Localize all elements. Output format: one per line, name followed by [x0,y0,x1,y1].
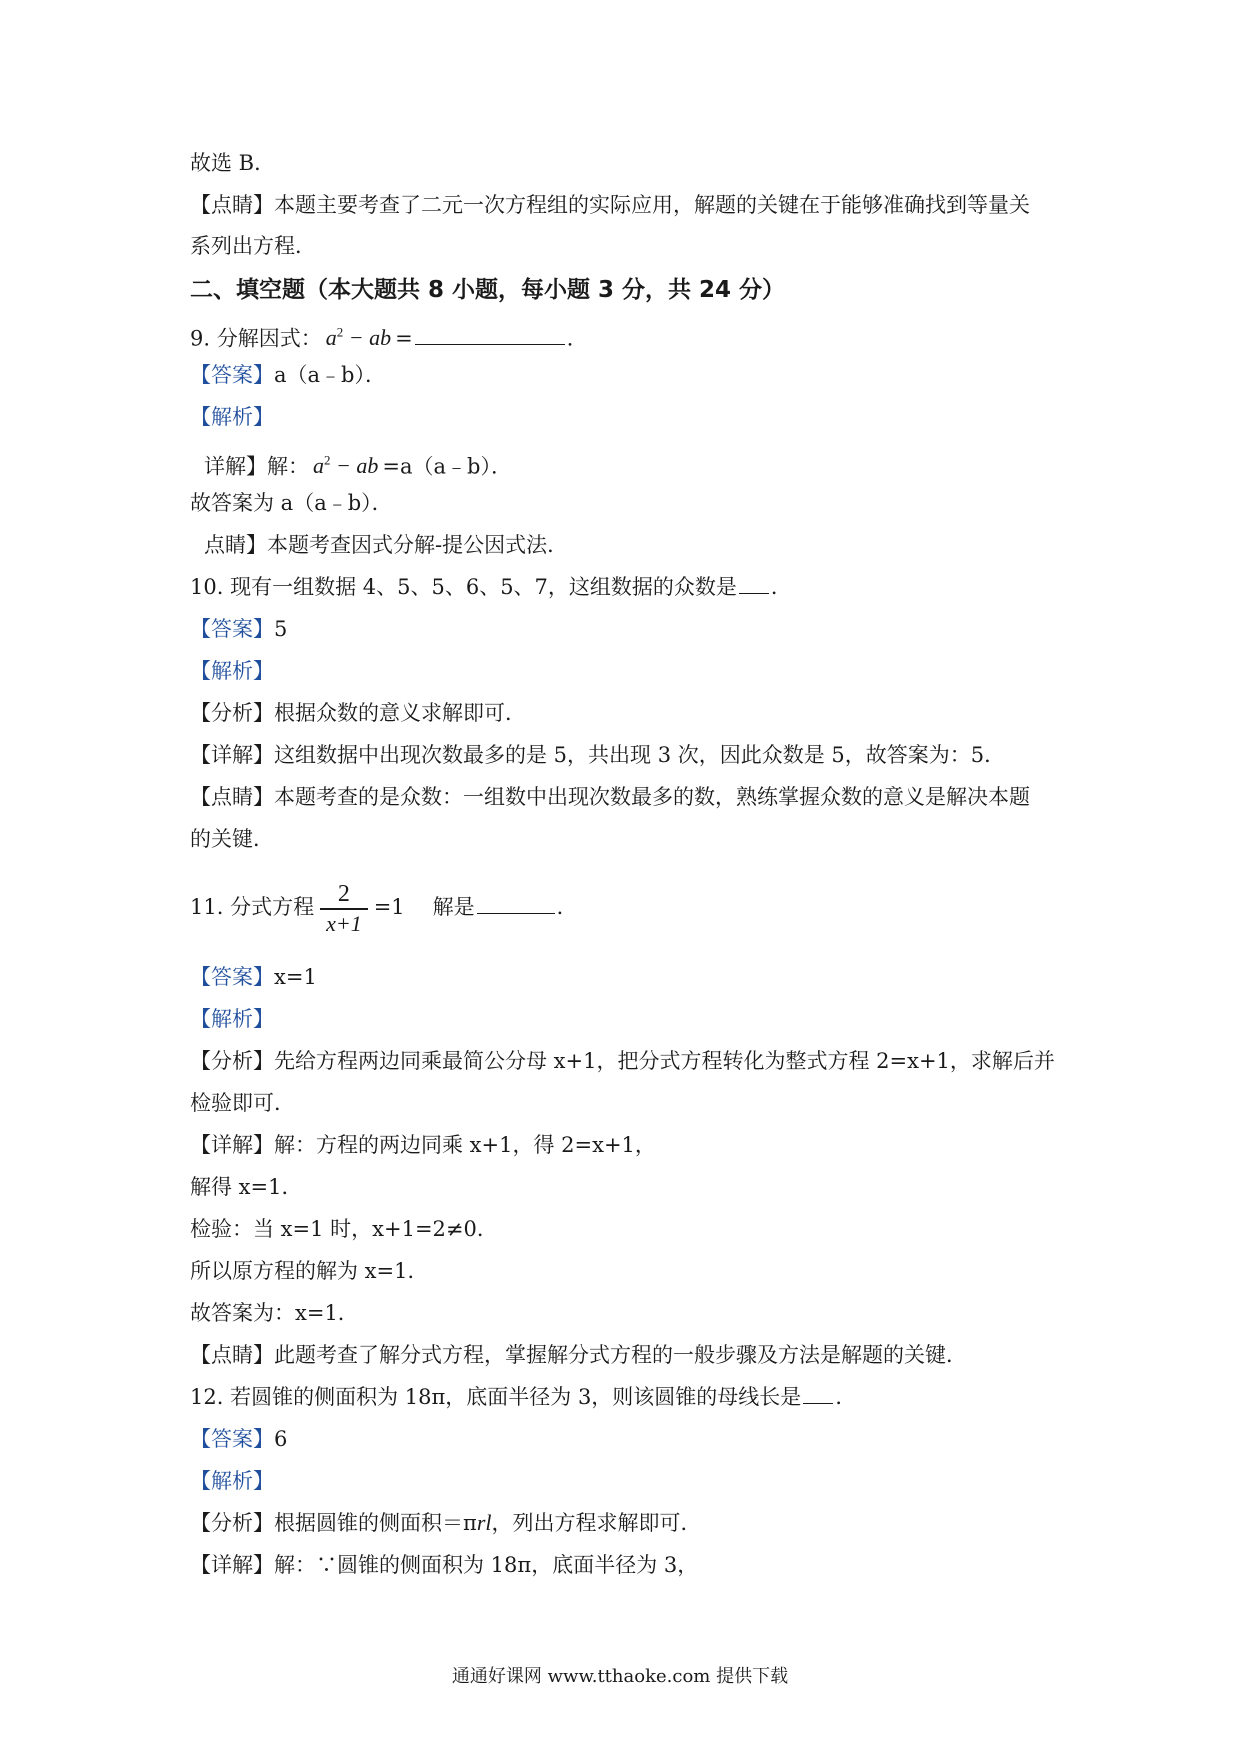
tag-analysis: 【解析】 [190,405,274,429]
text-line: 故选 B． [190,151,276,175]
math-expression: $a^2$ − ab [325,325,392,351]
tag-answer: 【答案】 [190,1427,274,1451]
detail-line: 【详解】解：∵圆锥的侧面积为 18π，底面半径为 3， [190,1553,699,1577]
tag-dianjing: 【点睛】 [190,193,274,217]
tag-fenxi: 【分析】 [190,701,274,725]
answer-line: 【答案】5 [190,617,288,641]
answer-blank [739,575,769,594]
tag-analysis: 【解析】 [190,1469,274,1493]
text-line: 解得 x=1． [190,1175,303,1199]
answer-line: 【答案】x=1 [190,965,317,989]
tag-answer: 【答案】 [190,363,274,387]
note-line: 【点睛】本题考查的是众数：一组数中出现次数最多的数，熟练掌握众数的意义是解决本题 [190,785,1030,809]
text-line: 系列出方程． [190,234,316,258]
note-line: 点睛】本题考查因式分解-提公因式法． [204,533,569,557]
answer-blank [477,895,555,914]
note-line: 【点睛】此题考查了解分式方程，掌握解分式方程的一般步骤及方法是解题的关键． [190,1343,967,1367]
answer-blank [415,326,565,345]
analysis-line: 【分析】根据圆锥的侧面积＝πrl，列出方程求解即可． [190,1510,702,1535]
question-12: 12. 若圆锥的侧面积为 18π，底面半径为 3，则该圆锥的母线长是 ． [190,1385,857,1409]
tag-xiangjie: 【详解】 [190,743,274,767]
text-line: 检验：当 x=1 时，x+1=2≠0． [190,1217,498,1241]
analysis-line: 【分析】根据众数的意义求解即可． [190,701,526,725]
tag-dianjing: 【点睛】 [190,785,274,809]
tag-fenxi: 【分析】 [190,1511,274,1535]
note-line: 【点睛】本题主要考查了二元一次方程组的实际应用，解题的关键在于能够准确找到等量关 [190,193,1030,217]
question-11: 11. 分式方程 $\frac{2}{x+1}$ =1 解是 ． [190,880,578,936]
tag-xiangjie: 【详解】 [190,1133,274,1157]
question-10: 10. 现有一组数据 4、5、5、6、5、7，这组数据的众数是 ． [190,575,792,599]
question-9: 9. 分解因式： $a^2$ − ab = ． [190,325,588,351]
tag-analysis: 【解析】 [190,1007,274,1031]
tag-answer: 【答案】 [190,965,274,989]
section-heading: 二、填空题（本大题共 8 小题，每小题 3 分，共 24 分） [190,277,786,303]
math-expression: $a^2$ − ab [313,453,379,479]
detail-line: 详解】解： $a^2$ − ab =a（a﹣b）． [204,453,512,479]
analysis-line: 【分析】先给方程两边同乘最简公分母 x+1，把分式方程转化为整式方程 2=x+1，求解后并 [190,1049,1055,1073]
page-footer: 通通好课网 www.tthaoke.com 提供下载 [451,1666,789,1687]
answer-blank [803,1385,833,1404]
text-line: 检验即可． [190,1091,295,1115]
fraction: $\frac{2}{x+1}$ [320,880,368,938]
text-line: 故答案为：x=1． [190,1301,359,1325]
text-line: 的关键． [190,827,274,851]
answer-line: 【答案】6 [190,1427,288,1451]
tag-analysis: 【解析】 [190,659,274,683]
detail-line: 【详解】这组数据中出现次数最多的是 5，共出现 3 次，因此众数是 5，故答案为：5． [190,743,1006,767]
text-line: 所以原方程的解为 x=1． [190,1259,429,1283]
tag-answer: 【答案】 [190,617,274,641]
text-line: 故答案为 a（a﹣b）． [190,491,393,515]
tag-dianjing: 【点睛】 [190,1343,274,1367]
answer-line: 【答案】a（a﹣b）． [190,363,386,387]
tag-xiangjie: 【详解】 [190,1553,274,1577]
tag-fenxi: 【分析】 [190,1049,274,1073]
detail-line: 【详解】解：方程的两边同乘 x+1，得 2=x+1， [190,1133,656,1157]
